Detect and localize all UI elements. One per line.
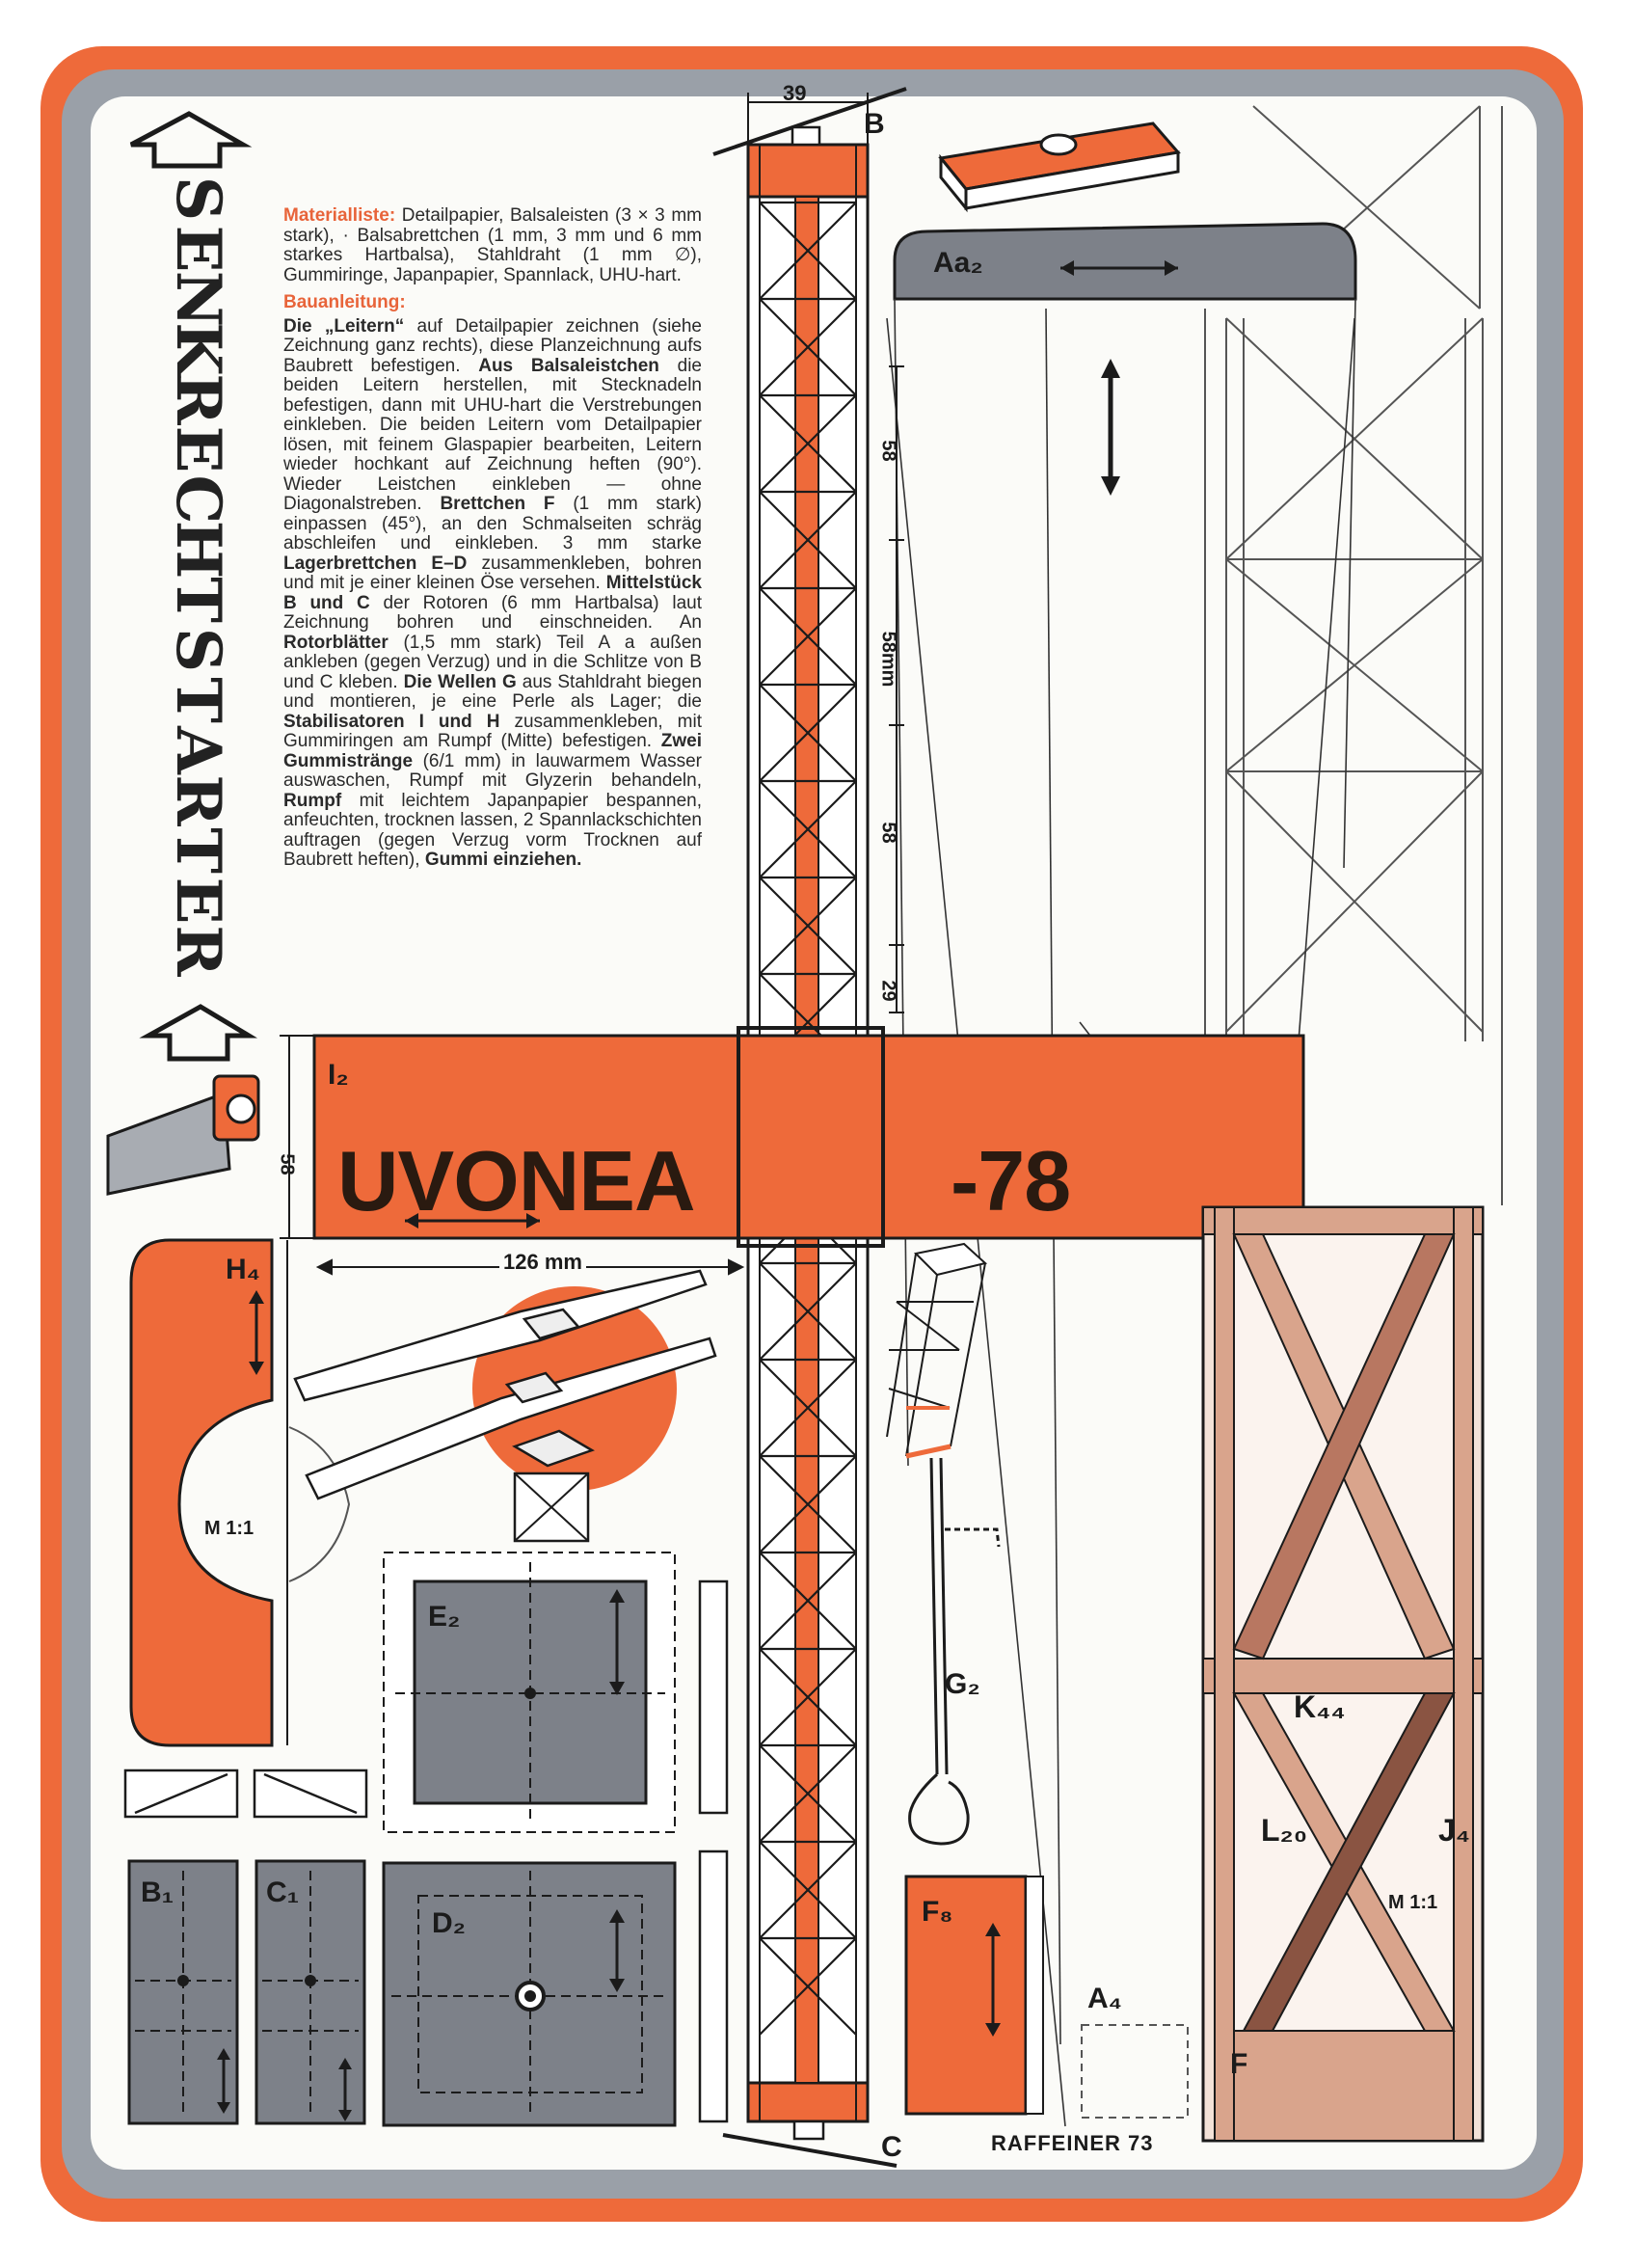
label-g2: G₂: [945, 1668, 980, 1700]
step-text: (6/1 mm) in lauwarmem Wasser auswaschen, Rumpf mit Glyzerin behandeln,: [283, 750, 702, 791]
step-text: aus Stahldraht biegen und montieren, je eine Perle als Lager; die: [283, 671, 703, 712]
dim-126: 126 mm: [499, 1250, 586, 1275]
step-text: zusammenkleben, mit Gummiringen am Rumpf (Mitte) befestigen.: [283, 711, 702, 751]
rotor-blade-small-part: [108, 1076, 258, 1194]
stabilizer-lettering-uvonea: UVONEA: [337, 1133, 695, 1228]
title-letter: K: [162, 322, 234, 376]
credit: RAFFEINER 73: [991, 2131, 1154, 2155]
vertical-double-arrow: [1101, 359, 1120, 496]
title-letter: A: [162, 726, 234, 774]
bearing-plate-e2: [384, 1552, 675, 1832]
instruction-text: [283, 206, 702, 878]
build-heading: Bauanleitung:: [283, 292, 406, 312]
label-c: C: [881, 2131, 902, 2163]
step-board-f: Brettchen F: [440, 494, 555, 514]
dim-58mm: 58mm: [877, 631, 899, 688]
label-i2: I₂: [328, 1059, 349, 1091]
materials-heading: Materialliste:: [283, 205, 396, 226]
step-text: der Rotoren (6 mm Hartbalsa) laut Zeichnung bohren und einschneiden. An: [283, 592, 702, 633]
step-text: (1,5 mm stark) Teil A a außen ankleben (gegen Verzug) und in die Schlitze von B und C kleben.: [283, 632, 702, 692]
label-a4: A₄: [1087, 1983, 1122, 2014]
label-l20: L₂₀: [1261, 1813, 1308, 1848]
step-rubber: Zwei Gummistränge: [283, 731, 702, 771]
step-balsa: Aus Balsaleistchen: [478, 355, 659, 376]
label-b1: B₁: [141, 1876, 174, 1908]
title-letter: E: [162, 877, 234, 925]
step-text: die beiden Leitern herstellen, mit Stecknadeln befestigen, dann mit UHU-hart die Verstrebungen einkleben. Die beiden Leitern vom Detailpapier lösen, mit feinem Glaspapier bearbeiten, Leitern wieder hochkant auf Zeichnung heften (90°). Wieder Leistchen einkleben — ohne Diagonalstreben.: [283, 355, 702, 514]
label-e2: E₂: [428, 1601, 461, 1633]
step-bearing: Lagerbrettchen E–D: [283, 553, 468, 574]
dimension-58-side: [280, 1036, 314, 1238]
title-letter: S: [162, 176, 234, 222]
title-letter: T: [162, 577, 234, 623]
step-ladders: Die „Leitern“: [283, 315, 405, 337]
label-k44: K₄₄: [1294, 1689, 1346, 1724]
scale-right: M 1:1: [1388, 1892, 1438, 1913]
rotor-illustration: [295, 1271, 715, 1541]
label-c1: C₁: [266, 1876, 300, 1908]
title-letter: E: [162, 425, 234, 473]
materials-text: Detailpapier, Balsaleisten (3 × 3 mm stark), · Balsabrettchen (1 mm, 3 mm und 6 mm starkes Hartbalsa), Stahldraht (1 mm ∅), Gummiringe, Japanpapier, Spannlack, UHU-hart.: [283, 205, 702, 285]
title-letter: R: [162, 774, 234, 826]
step-text: (1 mm stark) einpassen (45°), an den Schmalseiten schräg abschleifen und einkleben. 3 mm starke: [283, 494, 702, 554]
label-d2: D₂: [432, 1907, 466, 1939]
step-center: Mittelstück B und C: [283, 573, 702, 613]
stabilizer-lettering-year: -78: [951, 1133, 1071, 1228]
bearing-plate-d2: [384, 1863, 675, 2125]
label-b: B: [864, 108, 885, 140]
title-letter: S: [162, 627, 234, 673]
label-j4: J₄: [1438, 1813, 1471, 1848]
label-f8: F₈: [922, 1896, 953, 1928]
step-text: mit leichtem Japanpapier bespannen, anfeuchten, trocknen lassen, 2 Spannlackschichten auftragen (gegen Verzug vorm Trocknen auf Baubrett heften),: [283, 790, 702, 870]
shaft-g2: [910, 1458, 999, 1844]
step-blades: Rotorblätter: [283, 632, 389, 653]
title-letter: R: [162, 925, 234, 977]
step-fuselage: Rumpf: [283, 790, 342, 811]
step-shafts: Die Wellen G: [403, 671, 517, 692]
dim-58-side: 58: [276, 1153, 298, 1175]
title-letter: T: [162, 677, 234, 723]
label-h4: H₄: [226, 1254, 260, 1285]
label-aa2: Aa₂: [933, 247, 983, 279]
tail-frame-kl-j: [1203, 1207, 1483, 2141]
dim-29: 29: [877, 980, 899, 1002]
title-letter: R: [162, 373, 234, 425]
rotor-hub-top-part: [941, 123, 1178, 208]
label-f: F: [1230, 2048, 1248, 2080]
dim-58-b: 58: [877, 822, 899, 844]
title-letter: H: [162, 520, 234, 580]
title-letter: N: [162, 270, 234, 328]
step-text: auf Detailpapier zeichnen (siehe Zeichnung ganz rechts), diese Planzeichnung aufs Baubrett befestigen.: [283, 315, 702, 376]
step-text: zusammenkleben, bohren und mit je einer kleinen Öse versehen.: [283, 553, 702, 593]
title-letter: C: [162, 474, 234, 525]
dim-39: 39: [783, 81, 807, 105]
title-letter: E: [162, 225, 234, 273]
step-stabilizers: Stabilisatoren I und H: [283, 711, 500, 732]
step-final: Gummi einziehen.: [424, 850, 582, 870]
scale-left: M 1:1: [204, 1518, 255, 1539]
dim-58-a: 58: [877, 440, 899, 462]
vertical-title: [125, 174, 270, 976]
part-a4: [1082, 2025, 1188, 2118]
tower-3d-sketch: [887, 1244, 985, 1456]
title-letter: T: [162, 827, 234, 874]
